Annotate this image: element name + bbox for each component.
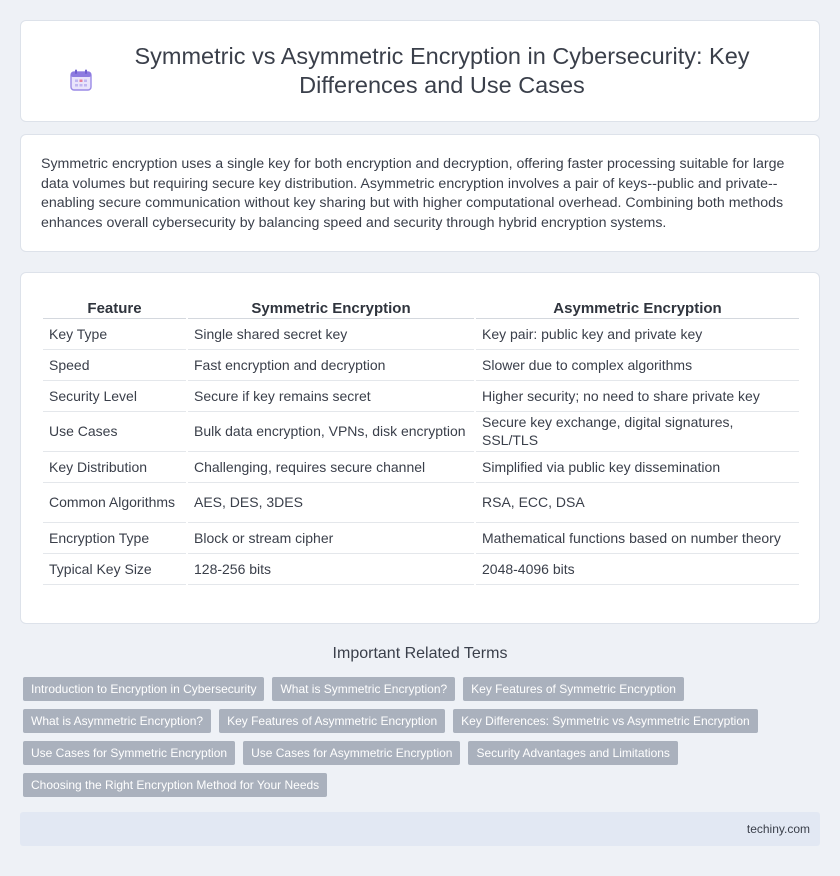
cell-symmetric: Secure if key remains secret <box>187 380 475 411</box>
related-term-tag[interactable]: Key Features of Asymmetric Encryption <box>219 709 445 733</box>
cell-symmetric: Fast encryption and decryption <box>187 349 475 380</box>
cell-asymmetric: Secure key exchange, digital signatures, SSL/TLS <box>475 411 799 451</box>
table-row <box>43 318 799 349</box>
related-terms-heading: Important Related Terms <box>332 645 508 662</box>
cell-feature: Key Distribution <box>43 451 187 482</box>
table-row <box>43 451 799 482</box>
header-symmetric: Symmetric Encryption <box>187 295 475 318</box>
cell-asymmetric: Mathematical functions based on number theory <box>475 522 799 553</box>
cell-feature: Common Algorithms <box>43 482 187 522</box>
comparison-table <box>43 295 799 585</box>
calendar-icon <box>70 69 92 91</box>
header-feature: Feature <box>43 295 187 318</box>
footer <box>20 812 820 846</box>
cell-feature: Use Cases <box>43 411 187 451</box>
page-title: Symmetric vs Asymmetric Encryption in Cybersecurity: Key Differences and Use Cases <box>134 43 750 98</box>
footer-brand[interactable]: techiny.com <box>746 822 810 836</box>
title-card <box>20 20 820 122</box>
related-terms-list <box>23 677 817 805</box>
related-term-tag[interactable]: Choosing the Right Encryption Method for Your Needs <box>23 773 327 797</box>
cell-feature: Encryption Type <box>43 522 187 553</box>
table-row <box>43 522 799 553</box>
related-term-tag[interactable]: Security Advantages and Limitations <box>468 741 677 765</box>
cell-asymmetric: 2048-4096 bits <box>475 553 799 584</box>
related-term-tag[interactable]: What is Symmetric Encryption? <box>272 677 455 701</box>
summary-card <box>20 134 820 252</box>
cell-asymmetric: Higher security; no need to share private key <box>475 380 799 411</box>
cell-feature: Key Type <box>43 318 187 349</box>
cell-asymmetric: RSA, ECC, DSA <box>475 482 799 522</box>
comparison-card <box>20 272 820 624</box>
related-term-tag[interactable]: Use Cases for Asymmetric Encryption <box>243 741 460 765</box>
table-row <box>43 553 799 584</box>
tag-row <box>23 709 817 733</box>
tag-row <box>23 677 817 701</box>
cell-asymmetric: Key pair: public key and private key <box>475 318 799 349</box>
cell-asymmetric: Slower due to complex algorithms <box>475 349 799 380</box>
cell-symmetric: Challenging, requires secure channel <box>187 451 475 482</box>
cell-feature: Security Level <box>43 380 187 411</box>
related-term-tag[interactable]: Introduction to Encryption in Cybersecurity <box>23 677 264 701</box>
table-header-row <box>43 295 799 318</box>
related-term-tag[interactable]: Use Cases for Symmetric Encryption <box>23 741 235 765</box>
cell-feature: Typical Key Size <box>43 553 187 584</box>
table-row <box>43 411 799 451</box>
cell-symmetric: AES, DES, 3DES <box>187 482 475 522</box>
related-term-tag[interactable]: What is Asymmetric Encryption? <box>23 709 211 733</box>
header-asymmetric: Asymmetric Encryption <box>475 295 799 318</box>
tag-row <box>23 741 817 765</box>
cell-symmetric: Block or stream cipher <box>187 522 475 553</box>
cell-asymmetric: Simplified via public key dissemination <box>475 451 799 482</box>
cell-feature: Speed <box>43 349 187 380</box>
cell-symmetric: 128-256 bits <box>187 553 475 584</box>
cell-symmetric: Single shared secret key <box>187 318 475 349</box>
table-row <box>43 482 799 522</box>
summary-paragraph: Symmetric encryption uses a single key for both encryption and decryption, offering faster processing suitable for large data volumes but requiring secure key distribution. Asymmetric encryption involves a pair of keys--public and private--enabling secure communication without key sharing but with higher computational overhead. Combining both methods enhances overall cybersecurity by balancing speed and security through hybrid encryption systems. <box>41 156 785 231</box>
related-term-tag[interactable]: Key Features of Symmetric Encryption <box>463 677 684 701</box>
table-row <box>43 349 799 380</box>
related-term-tag[interactable]: Key Differences: Symmetric vs Asymmetric Encryption <box>453 709 758 733</box>
tag-row <box>23 773 817 797</box>
title-wrap <box>70 42 770 100</box>
cell-symmetric: Bulk data encryption, VPNs, disk encryption <box>187 411 475 451</box>
table-row <box>43 380 799 411</box>
